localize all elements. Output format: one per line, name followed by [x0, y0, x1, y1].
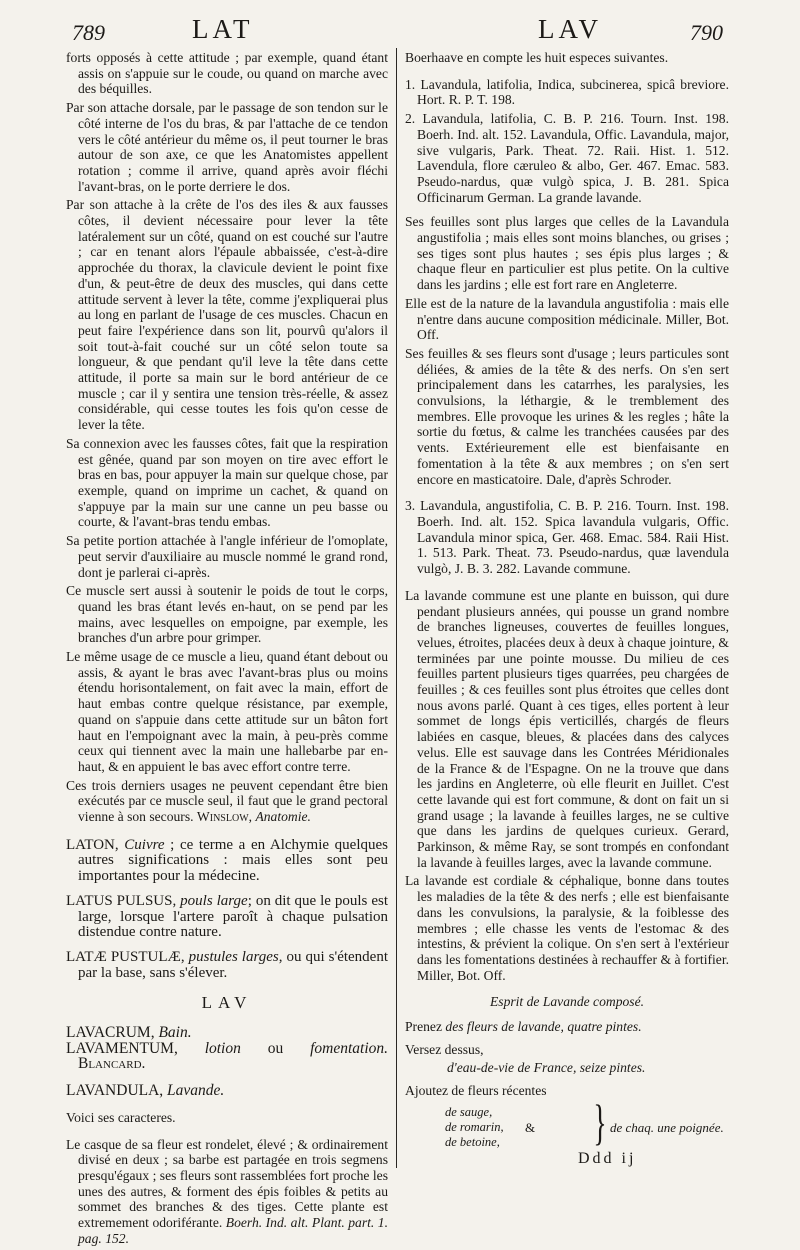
herb-romarin: de romarin, — [445, 1119, 504, 1134]
entry-text: ; on dit que le pouls est large, lorsque l'artere paroît à chaque pulsation distendue contre nature. — [78, 892, 388, 941]
entry-headword: LATUS PULSUS, — [66, 892, 177, 909]
paragraph: forts opposés à cette attitude ; par exemple, quand étant assis on s'appuie sur le coude, ou quand on marche avec des béquilles. — [66, 50, 388, 97]
species-entry: 1. Lavandula, latifolia, Indica, subcinerea, spicâ breviore. Hort. R. P. T. 198. — [405, 76, 729, 108]
left-running-head: LAT — [192, 14, 254, 44]
entry-translation: Bain. — [158, 1024, 192, 1042]
paragraph: Voici ses caracteres. — [66, 1109, 176, 1125]
recipe-line: Versez dessus, — [405, 1041, 484, 1057]
ampersand: & — [525, 1119, 536, 1135]
entry-translation: Lavande. — [167, 1082, 225, 1100]
right-running-head: LAV — [538, 14, 603, 44]
author-citation: Blancard. — [78, 1055, 146, 1073]
entry-text: ; ce terme a en Alchymie quelques autres significations : mais elles sont peu importantes pour la médecine. — [78, 836, 388, 885]
entry-lavacrum — [66, 1025, 388, 1041]
recipe-herbs — [405, 1093, 729, 1155]
entry-headword: LAVAMENTUM, — [66, 1039, 178, 1057]
recipe-ingredient: des fleurs de lavande, quatre pintes. — [445, 1019, 642, 1035]
herb-list — [445, 1105, 504, 1150]
entry-headword: LAVACRUM, — [66, 1024, 155, 1042]
entry-conjunction: ou — [267, 1039, 284, 1057]
recipe-line — [405, 1019, 729, 1035]
paragraph-text: Le casque de sa fleur est rondelet, élevé ; & ordinairement divisé en deux ; sa barbe est partagée en trois segmens presqu'égaux ; ses fleurs sont rassemblées fort proche les unes des autres, & forment des épis foibles & petits au sommet des branches & des tiges. Cette plante est extremement odoriférante. — [66, 1136, 388, 1231]
species-entry: 3. Lavandula, angustifolia, C. B. P. 216. Tourn. Inst. 198. Boerh. Ind. alt. 152. Spica lavandula vulgaris, Offic. Lavandula minor spica, Ger. 468. Emac. 584. Raii Hist. 1. 513. Park. Theat. 73. Pseudo-nardus, quæ lavendula vulgò, J. B. 3. 282. Lavande commune. — [405, 498, 729, 577]
paragraph: Par son attache dorsale, par le passage de son tendon sur le côté interne de l'os du bras, & par l'attache de ce tendon vers le côté antérieur du même os, il peut tourner le bras autour de son axe, ce que les Anatomistes appellent rotation ; comme il arrive, quand après avoir fléchi l'avant-bras, on le porte derriere le dos. — [66, 100, 388, 194]
recipe-verb: Prenez — [405, 1019, 442, 1035]
entry-lavamentum — [66, 1041, 388, 1072]
species-entry: 2. Lavandula, latifolia, C. B. P. 216. Tourn. Inst. 198. Boerh. Ind. alt. 152. Lavandula, Offic. Lavandula, major, sive vulgaris, Park. Theat. 72. Raii. Hist. 1. 512. Lavendula, flore cæruleo & albo, Ger. 467. Emac. 583. Pseudo-nardus, quæ vulgò spica, J. B. 281. Spica Officinarum German. La grande lavande. — [405, 111, 729, 205]
paragraph: Elle est de la nature de la lavandula angustifolia : mais elle n'entre dans aucune composition médicinale. Miller, Bot. Off. — [405, 295, 729, 343]
column-divider — [396, 48, 397, 1168]
paragraph: La lavande est cordiale & céphalique, bonne dans toutes les maladies de la tête & des nerfs ; elle est bienfaisante dans les convulsions, la paralysie, & la foiblesse des membres ; elle chasse les vents de l'estomac & des intestins, & prévient la colique. On s'en sert à l'extérieur dans les fomentations destinées à rechauffer & à fortifier. Miller, Bot. Off. — [405, 873, 729, 983]
source-citation: Boerh. Ind. alt. Plant. part. 1. pag. 152. — [78, 1215, 388, 1246]
herb-quantity: de chaq. une poignée. — [610, 1119, 724, 1135]
entry-headword: LATON, — [66, 836, 119, 853]
entry-latae-pustulae — [66, 950, 388, 981]
entry-headword: LAVANDULA, — [66, 1082, 164, 1100]
section-heading-lav: LAV — [201, 993, 253, 1013]
entry-headword: LATÆ PUSTULÆ, — [66, 948, 185, 965]
paragraph: Par son attache à la crête de l'os des iles & aux fausses côtes, il devient nécessaire pour lever la tête latéralement sur un côté, quand on est couché sur l'autre ; car en tenant alors l'épaule abbaissée, c'est-à-dire approchée du thorax, la clavicule devient le point fixe d'un, & peut-être de deux des muscles, qui dans cette attitude servent à lever la tête, comme j'expliquerai plus au long en parlant de l'usage de ces muscles. Chacun en peut faire l'expérience dans son lit, pourvû qu'alors il soit tout-à-fait couché sur un côté selon toute sa longueur, & que pendant qu'il leve la tête dans cette attitude, il porte sa main sur le bord antérieur de ce muscle ; car il y sentira une tension très-réelle, & assez considérable, qui cesse toutes les fois qu'on cesse de lever la tête. — [66, 197, 388, 433]
left-column — [66, 50, 388, 1250]
herb-sauge: de sauge, — [445, 1104, 493, 1119]
entry-laton — [66, 838, 388, 885]
paragraph: Sa petite portion attachée à l'angle inférieur de l'omoplate, peut servir d'auxiliaire au muscle nommé le grand rond, dont je parlerai ci-après. — [66, 533, 388, 580]
herb-betoine: de betoine, — [445, 1134, 500, 1149]
paragraph: Sa connexion avec les fausses côtes, fait que la respiration est gênée, quand par son moyen on tire avec effort le bras en bas, pour appuyer la main sur quelque chose, par exemple, quand on imprime un cachet, & quand on s'appuye par la main sur une canne un peu basse ou courte, & l'avant-bras tendu embas. — [66, 435, 388, 530]
entry-lavandula — [66, 1083, 388, 1099]
entry-translation: lotion — [204, 1039, 241, 1057]
entry-translation: pustules larges — [188, 948, 279, 965]
entry-translation: Cuivre — [124, 836, 165, 853]
right-column — [405, 50, 729, 1155]
recipe-title: Esprit de Lavande composé. — [489, 994, 645, 1010]
paragraph: La lavande commune est une plante en buisson, qui dure pendant plusieurs années, qui pousse un grand nombre de branches ligneuses, couvertes de feuilles longues, velues, étroites, placées deux à deux à chaque jointure, & terminées par une pointe mousse. Du milieu de ces feuilles partent plusieurs tiges quarrées, peu chargées de feuilles ; & ces feuilles sont plus étroites que celles dont nous avons parlé. Quant à ces tiges, elles portent à leur sommet de longs épis verticillés, chargés de fleurs labiées en casque, bleues, & placées dans des calyces velus. Elle est sauvage dans les Contrées Méridionales de la France & de l'Espagne. On ne la trouve que dans les jardins en Angleterre, où elle fleurit en Juillet. C'est cette lavande qui est fort commune, & dont on fait un si grand usage ; la lavande à feuilles larges, ne se cultive que dans les jardins de quelques curieux. Gerard, Parkinson, & même Ray, se sont trompés en confondant la lavande à feuilles larges, avec la lavande commune. — [405, 587, 729, 870]
paragraph: Ses feuilles & ses fleurs sont d'usage ; leurs particules sont déliées, & amies de la tête & des nerfs. On s'en sert principalement dans les catarrhes, les paralysies, les convulsions, la léthargie, & le tremblement des membres. Elle provoque les urines & les regles ; hâte la sortie du fœtus, & calme les tranchées causées par des vents. Extérieurement elle est bienfaisante en fomentation à la tête & aux membres ; on s'en sert encore en masticatoire. Dale, d'après Schroder. — [405, 345, 729, 487]
paragraph: Boerhaave en compte les huit especes suivantes. — [405, 50, 669, 65]
recipe-line: Ajoutez de fleurs récentes — [405, 1083, 547, 1099]
signature-mark: Ddd ij — [578, 1150, 637, 1167]
brace-icon: } — [593, 1093, 607, 1150]
work-citation: Anatomie. — [255, 809, 311, 825]
right-page-number: 790 — [690, 20, 723, 45]
left-page-number: 789 — [72, 20, 105, 45]
author-citation: Winslow, — [196, 809, 253, 825]
paragraph-text: Ces trois derniers usages ne peuvent cependant être bien exécutés par ce muscle seul, il faut que le grand pectoral vienne à son secours. — [66, 777, 388, 825]
paragraph: Ce muscle sert aussi à soutenir le poids de tout le corps, quand les bras étant levés en-haut, on se pend par les mains, avec lesquelles on empoigne, par exemple, les branches d'un arbre pour grimper. — [66, 583, 388, 646]
entry-translation: fomentation. — [310, 1039, 389, 1057]
recipe-ingredient: d'eau-de-vie de France, seize pintes. — [447, 1060, 646, 1076]
entry-text: , ou qui s'étendent par la base, sans s'élever. — [78, 948, 388, 981]
paragraph: Le même usage de ce muscle a lieu, quand étant debout ou assis, & ayant le bras avec l'avant-bras plus ou moins étendu horisontalement, on fait avec la main, effort de haut embas contre quelque résistance, par exemple, quand on s'appuie dans cette attitude sur un bâton fort haut en l'empoignant avec la main, à peu-près comme ceux qui tiennent avec la main une hallebarbe par en-haut, & en appuient le bas avec effort contre terre. — [66, 649, 388, 774]
paragraph — [66, 1137, 388, 1247]
entry-translation: pouls large — [180, 892, 248, 909]
entry-latus-pulsus — [66, 894, 388, 941]
paragraph: Ses feuilles sont plus larges que celles de la Lavandula angustifolia ; mais elles sont moins blanches, ou grises ; ses tiges sont plus hautes ; ses épis plus larges ; & chaque fleur en particulier est plus petite. On la cultive dans les jardins ; elle est fort rare en Angleterre. — [405, 214, 729, 293]
paragraph — [66, 778, 388, 825]
